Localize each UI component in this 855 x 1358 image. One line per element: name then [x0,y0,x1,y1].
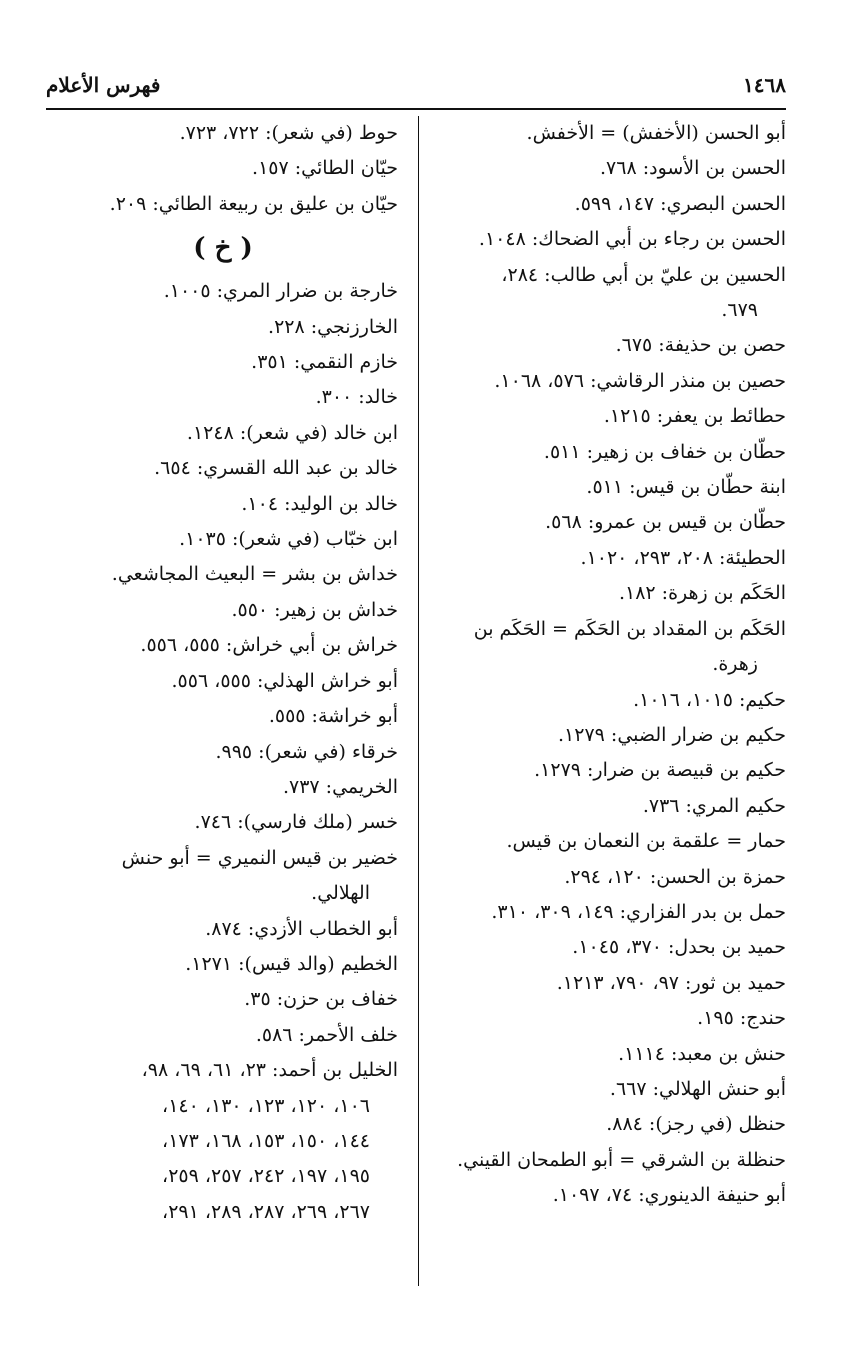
index-entry [48,416,398,451]
entry-text: حطائط بن يعفر: ١٢١٥. [603,405,786,428]
entry-text: الحسن بن رجاء بن أبي الضحاك: ١٠٤٨. [478,228,786,251]
entry-continuation: ٢٦٧، ٢٦٩، ٢٨٧، ٢٨٩، ٢٩١، [162,1200,370,1223]
index-entry [436,187,786,222]
entry-continuation: الهلالي. [311,882,370,905]
entry-text: حمار = علقمة بن النعمان بن قيس. [506,830,786,853]
index-entry [436,151,786,186]
index-entry [436,505,786,540]
entry-text: حصين بن منذر الرقاشي: ٥٧٦، ١٠٦٨. [494,369,786,392]
index-entry [48,557,398,592]
entry-text: حكيم المري: ٧٣٦. [642,794,786,817]
entry-text: خالد بن الوليد: ١٠٤. [241,492,398,515]
index-entry [436,1143,786,1178]
index-entry [436,364,786,399]
page-header [46,66,786,104]
entry-text: خالد بن عبد الله القسري: ٦٥٤. [154,457,398,480]
index-entry [436,1178,786,1213]
index-entry [436,860,786,895]
index-entry [48,380,398,415]
entry-text: الحسن البصري: ١٤٧، ٥٩٩. [574,192,786,215]
index-entry [436,1037,786,1072]
index-entry [436,435,786,470]
index-entry [436,895,786,930]
index-entry [436,930,786,965]
entry-continuation: ١٩٥، ١٩٧، ٢٤٢، ٢٥٧، ٢٥٩، [162,1165,370,1188]
entry-text: أبو حنش الهلالي: ٦٦٧. [609,1077,786,1100]
index-entry [436,966,786,1001]
index-entry [48,1018,398,1053]
entry-text: أبو الحسن (الأخفش) = الأخفش. [526,122,786,144]
entry-text: ابنة حطّان بن قيس: ٥١١. [586,476,786,499]
entry-text: خازم النقمي: ٣٥١. [251,351,398,374]
index-entry [436,541,786,576]
entry-continuation: ١٤٤، ١٥٠، ١٥٣، ١٦٨، ١٧٣، [162,1129,370,1152]
index-entry [48,841,398,912]
index-entry [436,470,786,505]
entry-text: الخريمي: ٧٣٧. [282,775,398,798]
entry-continuation: ٦٧٩. [721,299,758,322]
entry-text: خداش بن بشر = البعيث المجاشعي. [111,563,398,586]
entry-text: خداش بن زهير: ٥٥٠. [231,598,398,621]
entry-text: حصن بن حذيفة: ٦٧٥. [615,334,786,357]
index-entry [48,628,398,663]
entry-text: خضير بن قيس النميري = أبو حنش [121,846,398,869]
entry-text: حنظل (في رجز): ٨٨٤. [606,1113,786,1136]
index-entry [48,947,398,982]
index-entry [48,116,398,151]
right-column [436,116,786,1214]
entry-text: حكيم بن ضرار الضبي: ١٢٧٩. [558,723,786,746]
index-entry [48,274,398,309]
entry-text: الحَكَم بن المقداد بن الحَكَم = الحَكَم بن [473,617,786,640]
entry-text: حنظلة بن الشرقي = أبو الطمحان القيني. [457,1148,786,1171]
entry-text: حمل بن بدر الفزاري: ١٤٩، ٣٠٩، ٣١٠. [491,900,786,923]
entry-text: حكيم بن قبيصة بن ضرار: ١٢٧٩. [534,759,786,782]
entry-text: حنش بن معبد: ١١١٤. [618,1042,786,1065]
index-entry [436,1072,786,1107]
entry-continuation: ١٠٦، ١٢٠، ١٢٣، ١٣٠، ١٤٠، [162,1094,370,1117]
index-entry [48,310,398,345]
index-entry [436,683,786,718]
entry-text: خراش بن أبي خراش: ٥٥٥، ٥٥٦. [140,634,398,657]
entry-text: حطّان بن قيس بن عمرو: ٥٦٨. [545,511,786,534]
index-entry [48,664,398,699]
index-entry [48,593,398,628]
entry-text: خرقاء (في شعر): ٩٩٥. [215,740,398,763]
letter-heading: ( خ ) [193,233,253,264]
index-entry [48,345,398,380]
entry-text: أبو الخطاب الأزدي: ٨٧٤. [205,917,398,940]
index-entry [436,328,786,363]
index-entry [436,789,786,824]
entry-text: خارجة بن ضرار المري: ١٠٠٥. [163,280,398,303]
entry-text: خالد: ٣٠٠. [315,386,398,409]
left-column [48,116,398,1230]
entry-text: أبو خراش الهذلي: ٥٥٥، ٥٥٦. [171,669,398,692]
entry-text: خلف الأحمر: ٥٨٦. [255,1023,398,1046]
entry-text: حيّان بن عليق بن ربيعة الطائي: ٢٠٩. [109,192,398,215]
entry-text: الحسن بن الأسود: ٧٦٨. [600,157,786,180]
index-entry [48,912,398,947]
index-entry [436,718,786,753]
index-entry [48,735,398,770]
entry-text: أبو خراشة: ٥٥٥. [268,705,398,728]
index-entry [48,805,398,840]
header-rule [46,108,786,110]
index-entry [436,399,786,434]
entry-text: الحَكَم بن زهرة: ١٨٢. [618,582,786,605]
entry-text: حيّان الطائي: ١٥٧. [252,157,398,180]
index-entry [436,1001,786,1036]
index-entry [48,982,398,1017]
entry-text: ابن خالد (في شعر): ١٢٤٨. [186,421,398,444]
index-entry [48,770,398,805]
entry-text: حميد بن بحدل: ٣٧٠، ١٠٤٥. [572,936,786,959]
index-entry [436,258,786,329]
entry-text: خفاف بن حزن: ٣٥. [244,988,398,1011]
column-divider [418,116,419,1286]
index-entry [436,1107,786,1142]
page-number: ١٤٦٨ [743,73,786,97]
index-entry [436,824,786,859]
entry-text: الحسين بن عليّ بن أبي طالب: ٢٨٤، [501,263,786,286]
entry-text: حندج: ١٩٥. [697,1007,786,1030]
entry-text: حميد بن ثور: ٩٧، ٧٩٠، ١٢١٣. [556,971,786,994]
index-entry [48,1053,398,1230]
entry-text: الحطيئة: ٢٠٨، ٢٩٣، ١٠٢٠. [580,546,786,569]
index-entry [48,487,398,522]
index-entry [48,522,398,557]
page-title: فهرس الأعلام [46,73,161,97]
entry-text: أبو حنيفة الدينوري: ٧٤، ١٠٩٧. [552,1184,786,1207]
index-entry [48,451,398,486]
index-entry [436,612,786,683]
entry-text: حمزة بن الحسن: ١٢٠، ٢٩٤. [564,865,786,888]
entry-text: خسر (ملك فارسي): ٧٤٦. [194,811,398,834]
index-entry [436,116,786,151]
entry-text: حكيم: ١٠١٥، ١٠١٦. [633,688,786,711]
entry-text: الخليل بن أحمد: ٢٣، ٦١، ٦٩، ٩٨، [141,1059,398,1082]
index-entry [436,753,786,788]
index-entry [48,151,398,186]
entry-text: الخطيم (والد قيس): ١٢٧١. [185,952,398,975]
entry-text: الخارزنجي: ٢٢٨. [268,315,398,338]
entry-text: حطّان بن خفاف بن زهير: ٥١١. [543,440,786,463]
entry-continuation: زهرة. [712,653,758,676]
entry-text: حوط (في شعر): ٧٢٢، ٧٢٣. [179,122,398,144]
index-entry [436,222,786,257]
index-entry [48,699,398,734]
index-entry [48,187,398,222]
entry-text: ابن خبّاب (في شعر): ١٠٣٥. [179,528,398,551]
index-entry [436,576,786,611]
